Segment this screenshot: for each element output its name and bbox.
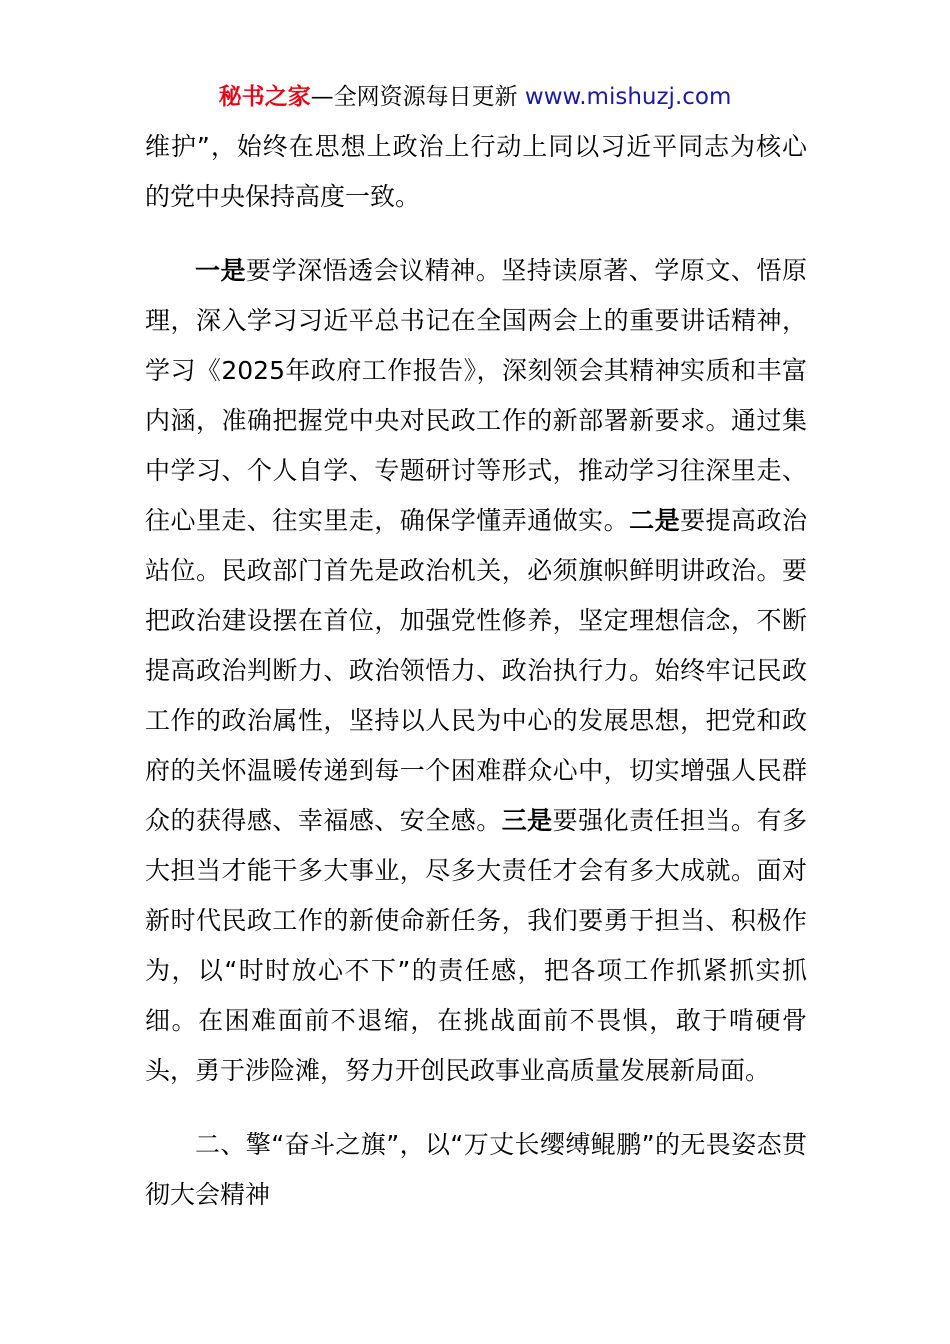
point-text-3: 要强化责任担当。有多大担当才能干多大事业，尽多大责任才会有多大成就。面对新时代民政工作的新使命新任务，我们要勇于担当、积极作为，以“时时放心不下”的责任感，把各项工作抓紧抓实抓细。在困难面前不退缩，在挑战面前不畏惧，敢于啃硬骨头，勇于涉险滩，努力开创民政事业高质量发展新局面。: [145, 806, 807, 1085]
point-marker-3: 三是: [501, 806, 553, 835]
section-heading-2: 二、擎“奋斗之旗”，以“万丈长缨缚鲲鹏”的无畏姿态贯彻大会精神: [145, 1130, 807, 1209]
paragraph-2: [145, 246, 807, 1096]
site-header: [0, 80, 950, 114]
header-url[interactable]: www.mishuzj.com: [524, 84, 732, 110]
header-tagline: —全网资源每日更新: [310, 84, 525, 110]
point-text-2: 要提高政治站位。民政部门首先是政治机关，必须旗帜鲜明讲政治。要把政治建设摆在首位，加强党性修养，坚定理想信念，不断提高政治判断力、政治领悟力、政治执行力。始终牢记民政工作的政治属性，坚持以人民为中心的发展思想，把党和政府的关怀温暖传递到每一个困难群众心中，切实增强人民群众的获得感、幸福感、安全感。: [145, 506, 807, 835]
point-marker-1: 一是: [195, 256, 247, 285]
document-body: [145, 122, 807, 1220]
point-text-1: 要学深悟透会议精神。坚持读原著、学原文、悟原理，深入学习习近平总书记在全国两会上的重要讲话精神，学习《2025年政府工作报告》，深刻领会其精神实质和丰富内涵，准确把握党中央对民政工作的新部署新要求。通过集中学习、个人自学、专题研讨等形式，推动学习往深里走、往心里走、往实里走，确保学懂弄通做实。: [145, 256, 807, 535]
point-marker-2: 二是: [629, 506, 681, 535]
header-brand: 秘书之家: [218, 84, 311, 110]
paragraph-1: 维护”，始终在思想上政治上行动上同以习近平同志为核心的党中央保持高度一致。: [145, 132, 807, 211]
